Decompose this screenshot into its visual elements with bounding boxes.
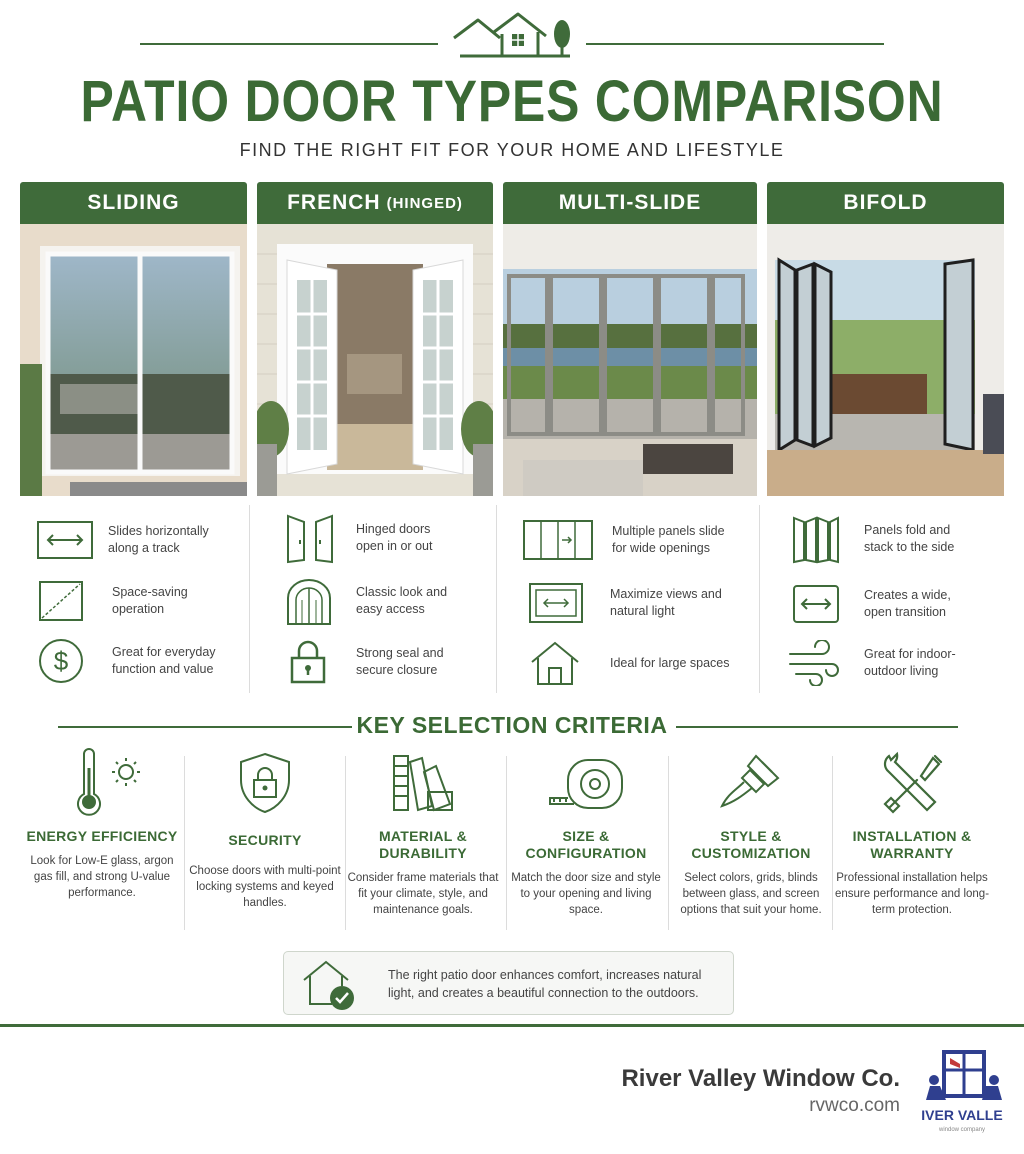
feature-item	[38, 580, 222, 622]
criteria-item	[343, 748, 503, 918]
svg-text:window company: window company	[938, 1127, 986, 1133]
feature-text: Hinged doors open in or out	[356, 522, 433, 553]
door-type-header	[767, 182, 1004, 224]
page-title: PATIO DOOR TYPES COMPARISON	[80, 69, 944, 134]
door-type-multi-slide	[503, 182, 757, 496]
column-divider	[496, 505, 497, 693]
feature-text: Multiple panels slide for wide openings	[612, 524, 725, 555]
feature-text: Great for indoor-outdoor living	[864, 647, 956, 678]
criteria-heading: INSTALLATION & WARRANTY	[852, 828, 972, 861]
view-window-icon	[528, 582, 584, 624]
feature-item	[792, 584, 974, 624]
criteria-description: Choose doors with multi-point locking systems and keyed handles.	[189, 865, 341, 909]
column-divider	[249, 505, 250, 693]
slide-arrows-icon	[36, 520, 94, 560]
tools-icon	[877, 748, 947, 818]
criteria-heading: SECURITY	[228, 832, 302, 848]
door-type-header	[20, 182, 247, 224]
feature-text: Great for everyday function and value	[112, 645, 216, 676]
feature-text: Classic look and easy access	[356, 585, 448, 616]
feature-item	[530, 640, 730, 686]
criteria-heading: ENERGY EFFICIENCY	[26, 828, 178, 844]
arched-door-icon	[284, 576, 334, 626]
feature-item	[284, 512, 456, 564]
breeze-icon	[788, 640, 842, 686]
summary-note-text: The right patio door enhances comfort, increases natural light, and creates a beautiful connection to the outdoors.	[388, 968, 702, 1000]
summary-note	[283, 951, 734, 1015]
company-brand	[621, 1065, 900, 1117]
feature-item	[792, 514, 974, 564]
dollar-icon	[38, 638, 84, 684]
feature-item	[284, 576, 456, 626]
door-type-header	[503, 182, 757, 224]
thermometer-sun-icon	[62, 748, 142, 818]
criteria-description: Consider frame materials that fit your climate, style, and maintenance goals.	[347, 872, 499, 916]
diagonal-square-icon	[38, 580, 84, 622]
criteria-item	[671, 748, 831, 918]
feature-text: Ideal for large spaces	[610, 655, 730, 670]
door-type-bifold	[767, 182, 1004, 496]
multi-slide-door-photo	[503, 224, 757, 496]
footer-rule	[0, 1024, 1024, 1027]
criteria-title: KEY SELECTION CRITERIA	[356, 712, 668, 738]
sliding-door-photo	[20, 224, 247, 496]
door-type-name-suffix: (HINGED)	[386, 194, 463, 212]
feature-item	[788, 640, 974, 686]
wide-opening-icon	[792, 584, 840, 624]
feature-item	[290, 640, 456, 684]
header-rule-right	[586, 43, 884, 45]
hinged-doors-icon	[284, 512, 336, 564]
criteria-item	[22, 748, 182, 901]
page-header	[0, 0, 1024, 180]
criteria-description: Select colors, grids, blinds between glass, and screen options that suit your home.	[680, 872, 822, 916]
feature-item	[38, 638, 222, 684]
feature-text: Slides horizontally along a track	[108, 524, 209, 555]
criteria-item	[506, 748, 666, 918]
tape-measure-icon	[546, 748, 626, 818]
house-icon	[530, 640, 580, 686]
company-logo	[920, 1050, 1004, 1136]
criteria-item	[832, 748, 992, 918]
company-name: River Valley Window Co.	[621, 1065, 900, 1092]
door-type-header	[257, 182, 493, 224]
shield-lock-icon	[235, 748, 295, 818]
criteria-divider	[668, 756, 669, 930]
column-divider	[759, 505, 760, 693]
feature-text: Creates a wide, open transition	[864, 588, 951, 619]
multi-panel-icon	[522, 519, 594, 561]
feature-text: Panels fold and stack to the side	[864, 523, 955, 554]
door-type-name: BIFOLD	[843, 191, 928, 214]
paintbrush-icon	[716, 748, 786, 818]
feature-item	[522, 519, 732, 561]
house-logo-icon	[450, 10, 580, 60]
padlock-icon	[290, 640, 326, 684]
door-type-french	[257, 182, 493, 496]
criteria-description: Match the door size and style to your opening and living space.	[511, 872, 661, 916]
svg-text:IVER VALLE: IVER VALLE	[921, 1107, 1003, 1123]
door-type-name: MULTI-SLIDE	[558, 191, 702, 214]
criteria-item	[185, 748, 345, 911]
door-type-name: FRENCH	[287, 191, 381, 214]
header-rule-left	[140, 43, 438, 45]
company-url[interactable]: rvwco.com	[809, 1095, 900, 1116]
bifold-door-photo	[767, 224, 1004, 496]
folding-panels-icon	[792, 514, 840, 564]
page-subtitle: FIND THE RIGHT FIT FOR YOUR HOME AND LIFESTYLE	[239, 140, 785, 160]
swatches-icon	[388, 748, 458, 818]
door-type-sliding	[20, 182, 247, 496]
criteria-description: Look for Low-E glass, argon gas fill, and strong U-value performance.	[30, 855, 174, 899]
french-door-photo	[257, 224, 493, 496]
feature-text: Strong seal and secure closure	[356, 646, 444, 677]
criteria-heading: SIZE & CONFIGURATION	[525, 828, 647, 861]
criteria-heading: STYLE & CUSTOMIZATION	[691, 828, 811, 861]
feature-text: Maximize views and natural light	[610, 587, 722, 618]
door-type-name: SLIDING	[87, 191, 180, 214]
feature-text: Space-saving operation	[112, 585, 188, 616]
criteria-heading: MATERIAL & DURABILITY	[378, 828, 468, 861]
criteria-description: Professional installation helps ensure performance and long-term protection.	[834, 872, 990, 916]
feature-item	[528, 582, 730, 624]
house-check-icon	[302, 958, 356, 1010]
feature-item	[36, 520, 218, 560]
svg-text:$: $	[53, 646, 69, 676]
